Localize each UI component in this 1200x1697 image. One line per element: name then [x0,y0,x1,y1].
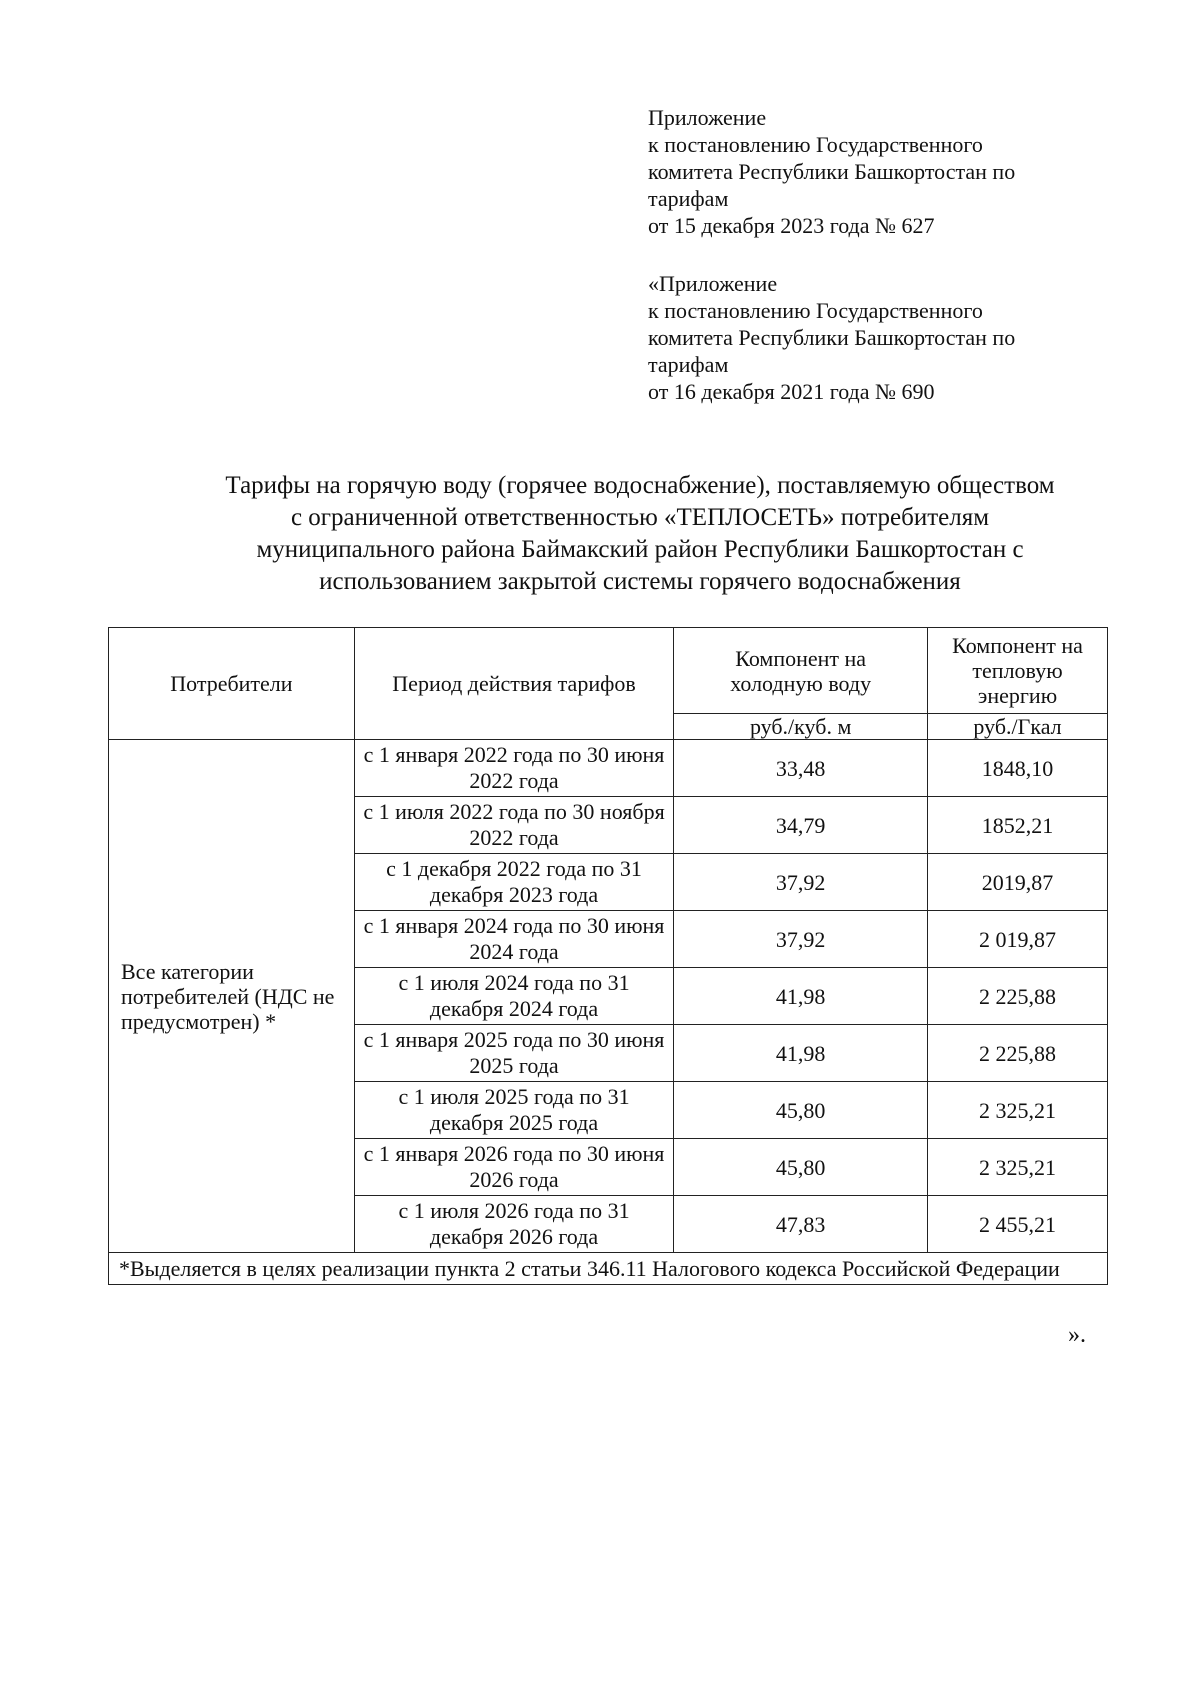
cold-water-value: 41,98 [674,1025,928,1082]
cold-water-value: 37,92 [674,911,928,968]
period-cell: с 1 января 2025 года по 30 июня 2025 года [354,1025,673,1082]
closing-quote-mark: ». [1068,1322,1086,1348]
period-cell: с 1 января 2024 года по 30 июня 2024 года [354,911,673,968]
heat-energy-value: 2 225,88 [928,1025,1108,1082]
consumer-category: Все категории потребителей (НДС не предусмотрен) * [109,740,355,1253]
heat-energy-value: 2019,87 [928,854,1108,911]
title-line: Тарифы на горячую воду (горячее водоснабжение), поставляемую обществом [225,472,1055,499]
heat-energy-value: 2 455,21 [928,1196,1108,1253]
appendix-line: от 16 декабря 2021 года № 690 [648,379,935,404]
heat-energy-value: 2 325,21 [928,1082,1108,1139]
footnote-row [109,1253,1108,1285]
cold-water-value: 47,83 [674,1196,928,1253]
period-cell: с 1 июля 2025 года по 31 декабря 2025 года [354,1082,673,1139]
title-line: с ограниченной ответственностью «ТЕПЛОСЕТЬ» потребителям [290,504,990,531]
document-title [150,470,1130,598]
appendix-line: «Приложение [648,271,778,296]
cold-water-value: 45,80 [674,1139,928,1196]
title-line: муниципального района Баймакский район Республики Башкортостан с [256,536,1024,563]
table-header-row [109,628,1108,714]
appendix-line: к постановлению Государственного [648,298,983,323]
tariff-table [108,627,1108,1285]
table-footnote: *Выделяется в целях реализации пункта 2 статьи 346.11 Налогового кодекса Российской Федерации [109,1253,1108,1285]
appendix-header-current [648,104,1088,239]
appendix-line: комитета Республики Башкортостан по [648,325,1016,350]
cold-water-value: 37,92 [674,854,928,911]
appendix-line: комитета Республики Башкортостан по [648,159,1016,184]
heat-energy-value: 2 325,21 [928,1139,1108,1196]
unit-heat-energy: руб./Гкал [928,714,1108,740]
appendix-line: к постановлению Государственного [648,132,983,157]
heat-energy-value: 2 019,87 [928,911,1108,968]
appendix-line: тарифам [648,186,729,211]
heat-energy-value: 1852,21 [928,797,1108,854]
period-cell: с 1 июля 2022 года по 30 ноября 2022 года [354,797,673,854]
period-cell: с 1 января 2026 года по 30 июня 2026 года [354,1139,673,1196]
unit-cold-water: руб./куб. м [674,714,928,740]
appendix-line: тарифам [648,352,729,377]
appendix-header-previous [648,270,1088,405]
period-cell: с 1 июля 2026 года по 31 декабря 2026 года [354,1196,673,1253]
header-period: Период действия тарифов [354,628,673,740]
period-cell: с 1 июля 2024 года по 31 декабря 2024 года [354,968,673,1025]
cold-water-value: 34,79 [674,797,928,854]
header-heat-energy: Компонент на тепловую энергию [928,628,1108,714]
heat-energy-value: 2 225,88 [928,968,1108,1025]
header-consumers: Потребители [109,628,355,740]
cold-water-value: 33,48 [674,740,928,797]
cold-water-value: 45,80 [674,1082,928,1139]
appendix-line: от 15 декабря 2023 года № 627 [648,213,935,238]
heat-energy-value: 1848,10 [928,740,1108,797]
table-row [109,740,1108,797]
header-cold-water: Компонент на холодную воду [674,628,928,714]
period-cell: с 1 января 2022 года по 30 июня 2022 года [354,740,673,797]
cold-water-value: 41,98 [674,968,928,1025]
period-cell: с 1 декабря 2022 года по 31 декабря 2023 года [354,854,673,911]
appendix-line: Приложение [648,105,767,130]
title-line: использованием закрытой системы горячего водоснабжения [319,568,961,595]
